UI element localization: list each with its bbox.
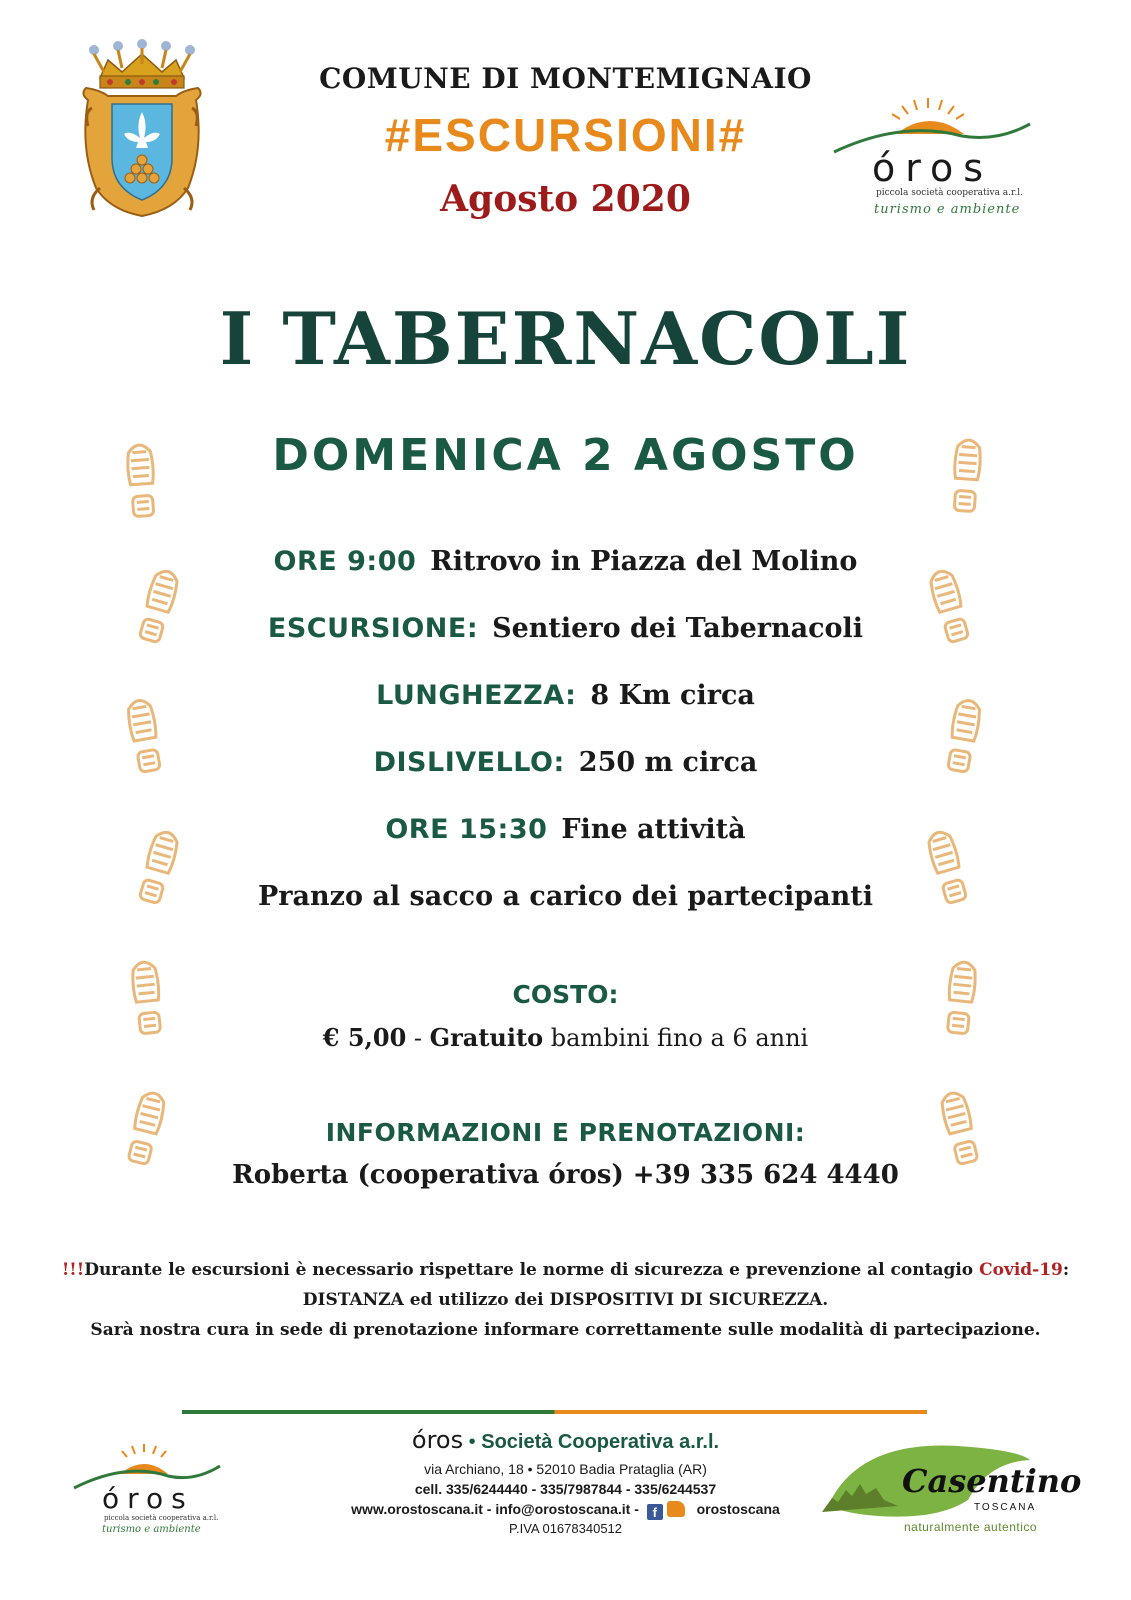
facebook-icon: f [647,1504,663,1520]
warning-colon: : [1062,1260,1070,1280]
cost-label: COSTO: [512,980,619,1009]
covid-warning-line2: DISTANZA ed utilizzo dei DISPOSITIVI DI SICUREZZA. [302,1290,829,1310]
footer-phones: cell. 335/6244440 - 335/7987844 - 335/6244537 [414,1481,717,1497]
casentino-logo-name: Casentino [902,1462,1082,1500]
footer-divider [182,1410,927,1414]
oros-logo-subtitle: piccola società cooperativa a.r.l. [876,188,1023,198]
footer-web: www.orostoscana.it - info@orostoscana.it - [351,1501,639,1517]
info-row-label: ORE 9:00 [273,546,417,577]
info-row-label: ORE 15:30 [385,814,548,845]
info-row-value: Sentiero dei Tabernacoli [492,613,864,644]
info-row-label: LUNGHEZZA: [376,680,577,711]
footer-vat: P.IVA 01678340512 [508,1521,623,1536]
cost-price: € 5,00 [322,1023,407,1052]
footer-address: via Archiano, 18 • 52010 Badia Prataglia (AR) [424,1461,707,1477]
oros-footer-logo-name: óros [102,1482,194,1515]
info-row-value: Ritrovo in Piazza del Molino [430,546,858,577]
footer-social: orostoscana [696,1501,780,1517]
info-row-value: Fine attività [561,814,746,845]
info-row-value: 250 m circa [578,747,758,778]
info-row-label: DISLIVELLO: [373,747,565,778]
oros-logo-name: óros [872,146,994,190]
footer-bullet: • [463,1431,482,1453]
casentino-logo-slogan: naturalmente autentico [904,1520,1038,1534]
event-date: DOMENICA 2 AGOSTO [272,430,859,481]
warning-prefix: !!! [61,1260,85,1280]
info-row-label: ESCURSIONE: [267,613,479,644]
oros-footer-logo-subtitle: piccola società cooperativa a.r.l. [104,1514,219,1522]
lunch-note: Pranzo al sacco a carico dei partecipanti [257,881,874,912]
warning-covid: Covid-19 [979,1260,1063,1280]
cost-separator: - [406,1024,430,1052]
booking-contact: Roberta (cooperativa óros) +39 335 624 4440 [232,1160,899,1190]
casentino-logo [818,1440,1082,1540]
casentino-logo-region: TOSCANA [974,1502,1037,1513]
cost-free: Gratuito [429,1023,544,1052]
event-title: I TABERNACOLI [219,296,912,381]
escursioni-heading: #ESCURSIONI# [384,109,747,161]
info-row-value: 8 Km circa [590,680,755,711]
oros-footer-logo-tagline: turismo e ambiente [102,1524,201,1535]
footer-name: óros [411,1426,464,1454]
thumbs-up-icon [667,1501,685,1517]
footer-company: Società Cooperativa a.r.l. [481,1431,720,1453]
warning-text: Durante le escursioni è necessario rispettare le norme di sicurezza e prevenzione al contagio [84,1260,980,1280]
month-heading: Agosto 2020 [440,178,691,220]
oros-logo-tagline: turismo e ambiente [874,202,1021,217]
booking-label: INFORMAZIONI E PRENOTAZIONI: [325,1118,806,1147]
comune-heading: COMUNE DI MONTEMIGNAIO [319,62,812,95]
covid-warning-line3: Sarà nostra cura in sede di prenotazione informare correttamente sulle modalità di partecipazione. [90,1320,1041,1340]
cost-free-detail: bambini fino a 6 anni [543,1024,809,1052]
